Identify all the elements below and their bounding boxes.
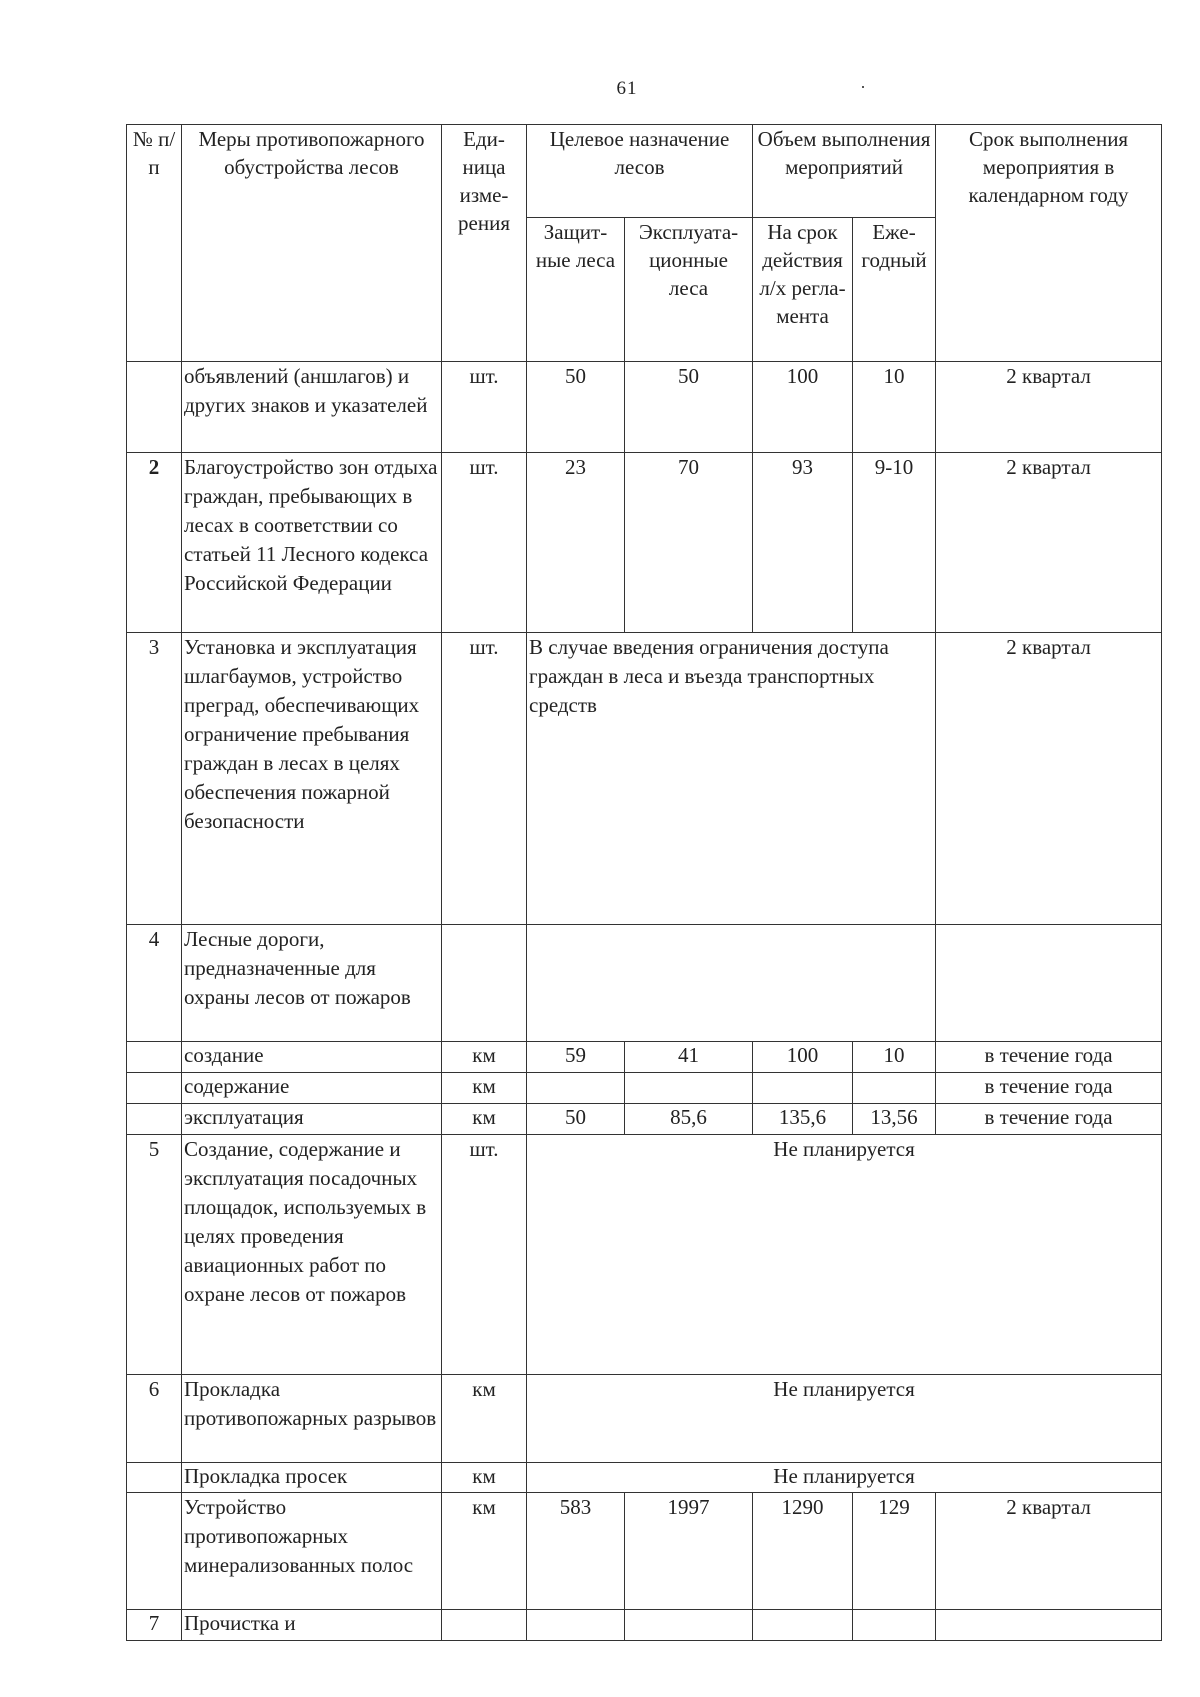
table-row: 7 Прочистка и <box>127 1610 1162 1641</box>
measure-cell: Прокладка просек <box>182 1463 442 1493</box>
fire-safety-measures-table <box>126 124 1162 1641</box>
measure-cell: Благоустройство зон отдыха граждан, пребывающих в лесах в соответствии со статьей 11 Лесного кодекса Российской Федерации <box>182 453 442 633</box>
page-number: 61 <box>616 78 638 99</box>
measure-cell: Прочистка и <box>182 1610 442 1641</box>
scan-speck <box>862 86 864 88</box>
merged-note: Не планируется <box>527 1135 1162 1375</box>
measure-cell: эксплуатация <box>182 1104 442 1135</box>
table-row: создание км 59 41 100 10 в течение года <box>127 1042 1162 1073</box>
header-volume-annual: Еже-годный <box>853 218 936 362</box>
header-volume-term: На срок действия л/х регла-мента <box>753 218 853 362</box>
measure-cell: содержание <box>182 1073 442 1104</box>
measure-cell: Установка и эксплуатация шлагбаумов, устройство преград, обеспечивающих ограничение пребывания граждан в лесах в целях обеспечения пожарной безопасности <box>182 633 442 925</box>
table-row: 4 Лесные дороги, предназначенные для охраны лесов от пожаров <box>127 925 1162 1042</box>
header-unit: Еди-ница изме-рения <box>442 125 527 362</box>
table-row: 2 Благоустройство зон отдыха граждан, пребывающих в лесах в соответствии со статьей 11 Лесного кодекса Российской Федерации шт. 23 70 93 9-10 2 квартал <box>127 453 1162 633</box>
header-deadline: Срок выполнения мероприятия в календарном году <box>936 125 1162 362</box>
merged-note: Не планируется <box>527 1463 1162 1493</box>
header-num: № п/п <box>127 125 182 362</box>
measure-cell: создание <box>182 1042 442 1073</box>
table-row: Прокладка просек км Не планируется <box>127 1463 1162 1493</box>
header-purpose-protective: Защит-ные леса <box>527 218 625 362</box>
table-row: содержание км в течение года <box>127 1073 1162 1104</box>
header-measures: Меры противопожарного обустройства лесов <box>182 125 442 362</box>
header-volume: Объем выполнения мероприятий <box>753 125 936 218</box>
table-row: 5 Создание, содержание и эксплуатация посадочных площадок, используемых в целях проведения авиационных работ по охране лесов от пожаров шт. Не планируется <box>127 1135 1162 1375</box>
header-purpose: Целевое назначение лесов <box>527 125 753 218</box>
merged-note: В случае введения ограничения доступа граждан в леса и въезда транспортных средств <box>527 633 936 925</box>
table-row: объявлений (аншлагов) и других знаков и указателей шт. 50 50 100 10 2 квартал <box>127 362 1162 453</box>
table-row: 3 Установка и эксплуатация шлагбаумов, устройство преград, обеспечивающих ограничение пребывания граждан в лесах в целях обеспечения пожарной безопасности шт. В случае введения ограничения доступа граждан в леса и въезда транспортных средств 2 квартал <box>127 633 1162 925</box>
merged-note: Не планируется <box>527 1375 1162 1463</box>
measure-cell: Лесные дороги, предназначенные для охраны лесов от пожаров <box>182 925 442 1042</box>
measure-cell: Устройство противопожарных минерализованных полос <box>182 1493 442 1610</box>
header-purpose-exploitation: Эксплуата-ционные леса <box>625 218 753 362</box>
header-row-1 <box>127 125 1162 218</box>
measure-cell: объявлений (аншлагов) и других знаков и указателей <box>182 362 442 453</box>
measure-cell: Создание, содержание и эксплуатация посадочных площадок, используемых в целях проведения авиационных работ по охране лесов от пожаров <box>182 1135 442 1375</box>
table-row: Устройство противопожарных минерализованных полос км 583 1997 1290 129 2 квартал <box>127 1493 1162 1610</box>
table-row: эксплуатация км 50 85,6 135,6 13,56 в течение года <box>127 1104 1162 1135</box>
measure-cell: Прокладка противопожарных разрывов <box>182 1375 442 1463</box>
table-row: 6 Прокладка противопожарных разрывов км Не планируется <box>127 1375 1162 1463</box>
